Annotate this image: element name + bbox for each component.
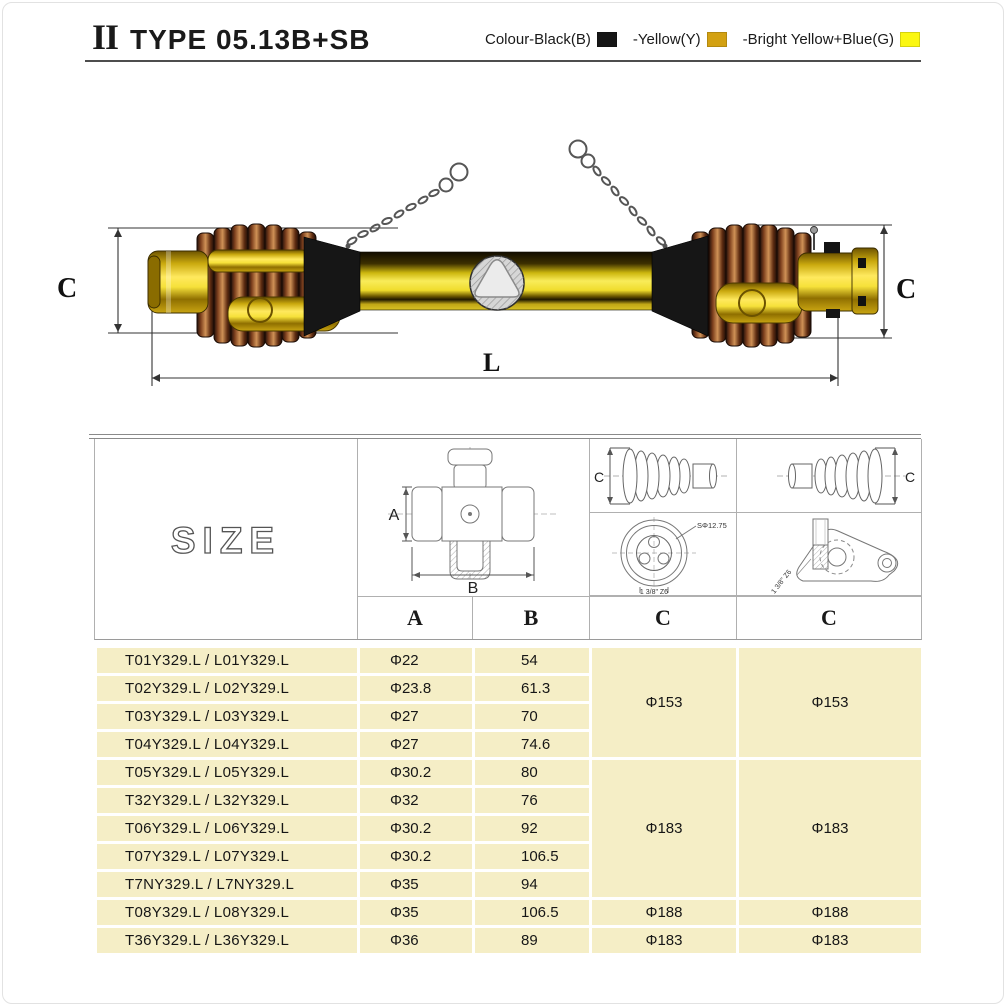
table-row <box>96 899 923 927</box>
b-value-cell: 54 <box>474 647 591 675</box>
c2-value-cell: Φ188 <box>738 899 923 927</box>
clamp-yoke-cell <box>737 513 921 596</box>
legend-swatch <box>597 32 617 47</box>
a-value-cell: Φ35 <box>359 899 474 927</box>
table-row <box>96 647 923 675</box>
dim-c-right-label: C <box>896 274 917 305</box>
model-cell: T06Y329.L / L06Y329.L <box>96 815 359 843</box>
a-value-cell: Φ22 <box>359 647 474 675</box>
model-cell: T05Y329.L / L05Y329.L <box>96 759 359 787</box>
a-value-cell: Φ30.2 <box>359 843 474 871</box>
cross-dim-b-label: B <box>467 580 479 596</box>
spline-end-view-diagram <box>590 513 737 596</box>
c2-value-cell: Φ183 <box>738 759 923 899</box>
b-value-cell: 61.3 <box>474 675 591 703</box>
right-inner-yoke <box>716 283 802 323</box>
model-cell: T07Y329.L / L07Y329.L <box>96 843 359 871</box>
right-chain <box>570 141 668 249</box>
title-roman-numeral: II <box>92 17 119 57</box>
cross-journal-diagram-cell <box>358 439 590 596</box>
page-title <box>92 16 370 58</box>
table-row <box>96 759 923 787</box>
size-outline-text <box>126 509 326 569</box>
legend-item-1 <box>633 31 727 48</box>
cross-dim-a-label: A <box>388 507 400 524</box>
a-value-cell: Φ27 <box>359 731 474 759</box>
b-value-cell: 70 <box>474 703 591 731</box>
a-value-cell: Φ23.8 <box>359 675 474 703</box>
size-panel <box>94 439 922 640</box>
model-cell: T08Y329.L / L08Y329.L <box>96 899 359 927</box>
left-end-yoke <box>148 251 208 313</box>
pto-shaft-drawing <box>0 100 1006 435</box>
c1-value-cell: Φ153 <box>591 647 738 759</box>
model-cell: T04Y329.L / L04Y329.L <box>96 731 359 759</box>
clamp-size-label: 1 3/8" Z6 <box>770 568 794 596</box>
dim-c-left-label: C <box>57 273 78 304</box>
tube-emblem <box>470 256 524 310</box>
bellows-cone-right-diagram <box>737 439 921 513</box>
a-value-cell: Φ35 <box>359 871 474 899</box>
c1-value-cell: Φ183 <box>591 759 738 899</box>
spline-size-label: 1 3/8" Z6 <box>639 589 669 596</box>
a-value-cell: Φ32 <box>359 787 474 815</box>
cross-journal-diagram <box>358 439 590 596</box>
b-value-cell: 94 <box>474 871 591 899</box>
b-value-cell: 106.5 <box>474 899 591 927</box>
bellows-right-c-label: C <box>905 469 916 485</box>
model-cell: T32Y329.L / L32Y329.L <box>96 787 359 815</box>
spline-end-view-cell <box>590 513 737 596</box>
c2-value-cell: Φ153 <box>738 647 923 759</box>
model-cell: T01Y329.L / L01Y329.L <box>96 647 359 675</box>
legend-item-2 <box>743 31 920 48</box>
legend-item-0 <box>485 31 617 48</box>
a-value-cell: Φ36 <box>359 927 474 955</box>
model-cell: T02Y329.L / L02Y329.L <box>96 675 359 703</box>
b-value-cell: 76 <box>474 787 591 815</box>
title-text: TYPE 05.13B+SB <box>130 24 371 55</box>
model-cell: T7NY329.L / L7NY329.L <box>96 871 359 899</box>
c1-value-cell: Φ188 <box>591 899 738 927</box>
legend-label: Colour-Black(B) <box>485 31 591 48</box>
header-rule <box>85 60 921 62</box>
legend-label: -Bright Yellow+Blue(G) <box>742 31 894 48</box>
a-value-cell: Φ30.2 <box>359 815 474 843</box>
size-rows <box>96 647 923 955</box>
clamp-yoke-diagram <box>737 513 921 596</box>
column-header-c1: C <box>590 596 737 639</box>
legend-swatch <box>900 32 920 47</box>
size-spec-table <box>94 645 924 956</box>
bellows-cone-left-diagram <box>590 439 737 513</box>
legend-label: -Yellow(Y) <box>632 31 701 48</box>
size-title-cell <box>95 439 358 639</box>
left-guard-cone <box>304 237 360 336</box>
svg-text:SIZE: SIZE <box>170 520 282 561</box>
spline-spec-label: SΦ12.75 <box>697 521 727 530</box>
colour-legend <box>485 31 920 48</box>
bellows-cone-left-cell <box>590 439 737 513</box>
column-header-a: A <box>358 596 473 639</box>
b-value-cell: 89 <box>474 927 591 955</box>
c2-value-cell: Φ183 <box>738 927 923 955</box>
bellows-cone-right-cell <box>737 439 921 513</box>
column-header-c2: C <box>737 596 921 639</box>
c1-value-cell: Φ183 <box>591 927 738 955</box>
column-header-b: B <box>473 596 590 639</box>
model-cell: T36Y329.L / L36Y329.L <box>96 927 359 955</box>
a-value-cell: Φ27 <box>359 703 474 731</box>
table-row <box>96 927 923 955</box>
legend-swatch <box>707 32 727 47</box>
right-guard-cone <box>652 236 708 336</box>
b-value-cell: 92 <box>474 815 591 843</box>
b-value-cell: 106.5 <box>474 843 591 871</box>
b-value-cell: 74.6 <box>474 731 591 759</box>
model-cell: T03Y329.L / L03Y329.L <box>96 703 359 731</box>
a-value-cell: Φ30.2 <box>359 759 474 787</box>
left-chain <box>346 164 468 249</box>
bellows-left-c-label: C <box>594 469 605 485</box>
dim-l-label: L <box>483 348 501 377</box>
b-value-cell: 80 <box>474 759 591 787</box>
